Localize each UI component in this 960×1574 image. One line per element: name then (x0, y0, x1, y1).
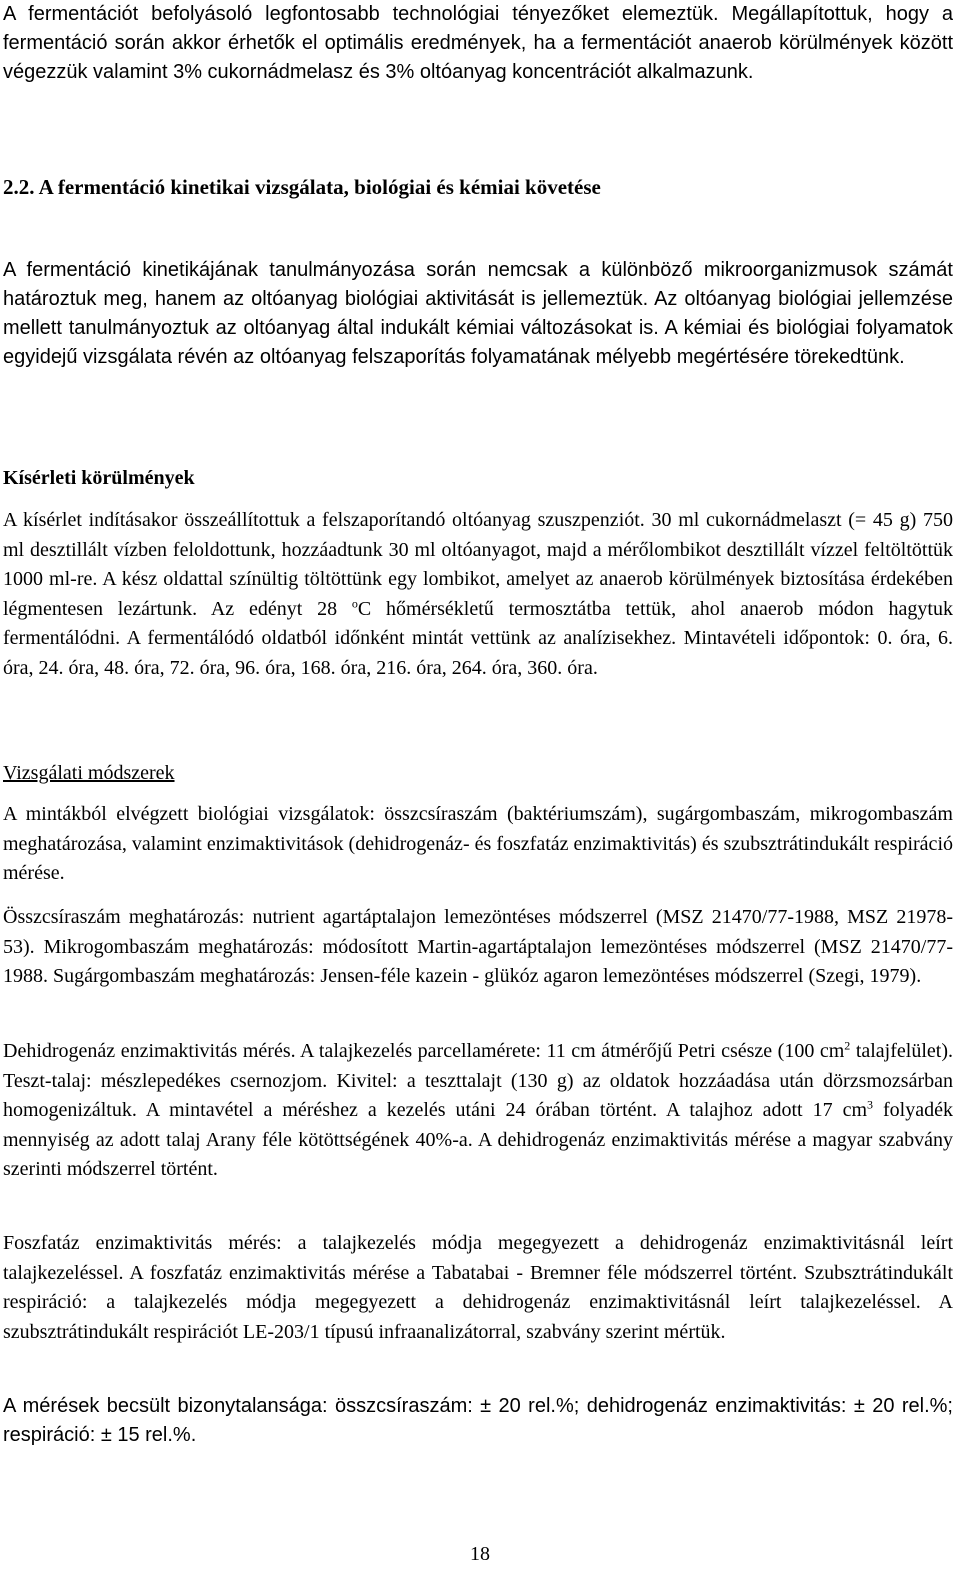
conditions-text-a: A kísérlet indításakor összeállítottuk a felszaporítandó oltóanyag szuszpenziót. 30 ml cukornádmelaszt (= 45 g) 750 ml desztillált vízben feloldottunk, hozzáadtunk 30 ml oltóanyagot, majd a mérőlombikot desztillált vízzel feltöltöttük 1000 ml-re. A kész oldattal színültig töltöttünk egy lombikot, amelyet az anaerob körülmények biztosítása érdekében légmentesen lezártunk. Az edényt 28 (3, 509, 953, 620)
volume-superscript: 3 (867, 1097, 874, 1112)
area-superscript: 2 (844, 1038, 851, 1053)
methods-p3-text-c: folyadék mennyiség az adott talaj Arany féle kötöttségének 40%-a. A dehidrogenáz enzimaktivitás mérése a magyar szabvány szerinti módszerrel történt. (3, 1099, 953, 1181)
section-heading: 2.2. A fermentáció kinetikai vizsgálata, biológiai és kémiai követése (3, 175, 601, 199)
conditions-text-b: C hőmérsékletű termosztátba tettük, ahol anaerob módon hagytuk fermentálódni. A fermentálódó oldatból időnként mintát vettünk az analízisekhez. Mintavételi időpontok: 0. óra, 6. óra, 24. óra, 48. óra, 72. óra, 96. óra, 168. óra, 216. óra, 264. óra, 360. óra. (3, 597, 953, 679)
methods-paragraph-3 (3, 1037, 953, 1185)
methods-paragraph-4: Foszfatáz enzimaktivitás mérés: a talajkezelés módja megegyezett a dehidrogenáz enzimaktivitásnál leírt talajkezeléssel. A foszfatáz enzimaktivitás mérése a Tabatabai - Bremner féle módszerrel történt. Szubsztrátindukált respiráció: a talajkezelés módja megegyezett a dehidrogenáz enzimaktivitásnál leírt talajkezeléssel. A szubsztrátindukált respirációt LE-203/1 típusú infraanalizátorral, szabvány szerint mértük. (3, 1232, 953, 1343)
methods-paragraph-5: A mérések becsült bizonytalansága: összcsíraszám: ± 20 rel.%; dehidrogenáz enzimaktivitás: ± 20 rel.%; respiráció: ± 15 rel.%. (3, 1395, 953, 1446)
intro-paragraph: A fermentációt befolyásoló legfontosabb technológiai tényezőket elemeztük. Megállapítottuk, hogy a fermentáció során akkor érhetők el optimális eredmények, ha a fermentációt anaerob körülmények között végezzük valamint 3% cukornádmelasz és 3% oltóanyag koncentrációt alkalmazunk. (3, 3, 953, 83)
methods-p3-text-b: talajfelület). Teszt-talaj: mészlepedékes csernozjom. Kivitel: a teszttalajt (130 g) az oldatok hozzáadása után dörzsmozsárban homogenizáltuk. A mintavétel a méréshez a kezelés utáni 24 órában történt. A talajhoz adott 17 cm (3, 1040, 953, 1122)
section-paragraph: A fermentáció kinetikájának tanulmányozása során nemcsak a különböző mikroorganizmusok számát határoztuk meg, hanem az oltóanyag biológiai aktivitását is jellemeztük. Az oltóanyag biológiai jellemzése mellett tanulmányoztuk az oltóanyag által indukált kémiai változásokat is. A kémiai és biológiai folyamatok egyidejű vizsgálata révén az oltóanyag felszaporítás folyamatának mélyebb megértésére törekedtünk. (3, 259, 953, 368)
methods-paragraph-1: A mintákból elvégzett biológiai vizsgálatok: összcsíraszám (baktériumszám), sugárgombaszám, mikrogombaszám meghatározása, valamint enzimaktivitások (dehidrogenáz- és foszfatáz enzimaktivitás) és szubsztrátindukált respiráció mérése. (3, 803, 953, 885)
methods-p3-text-a: Dehidrogenáz enzimaktivitás mérés. A talajkezelés parcellamérete: 11 cm átmérőjű Petri csésze (100 cm (3, 1040, 845, 1062)
page-number: 18 (470, 1543, 490, 1565)
degree-superscript: o (351, 596, 358, 611)
conditions-heading: Kísérleti körülmények (3, 467, 195, 489)
methods-heading: Vizsgálati módszerek (3, 762, 175, 784)
conditions-paragraph (3, 506, 953, 684)
methods-paragraph-2: Összcsíraszám meghatározás: nutrient agartáptalajon lemezöntéses módszerrel (MSZ 21470/77-1988, MSZ 21978-53). Mikrogombaszám meghatározás: módosított Martin-agartáptalajon lemezöntéses módszerrel (MSZ 21470/77-1988. Sugárgombaszám meghatározás: Jensen-féle kazein - glükóz agaron lemezöntéses módszerrel (Szegi, 1979). (3, 906, 953, 988)
